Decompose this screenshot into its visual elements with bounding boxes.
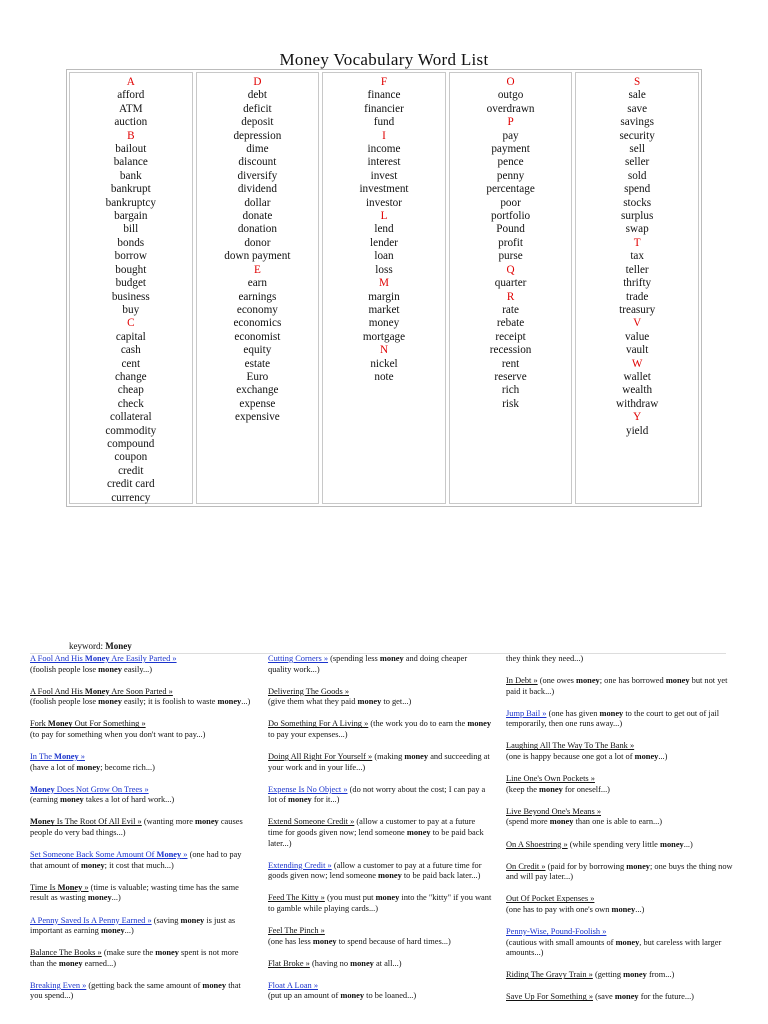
idiom-link[interactable]: Riding The Gravy Train » (506, 970, 593, 980)
idiom-entry (506, 741, 734, 762)
vocab-word: quarter (494, 277, 527, 290)
idiom-definition: (time is valuable; wasting time has the same result as wasting money...) (30, 882, 239, 903)
idiom-link[interactable]: Live Beyond One's Means » (506, 806, 602, 816)
idiom-definition: (one has given money to the court to get out of jail temporarily, then one runs away...) (506, 708, 720, 729)
vocab-word: deficit (243, 102, 272, 115)
idiom-column-3 (506, 654, 734, 1014)
idiom-link[interactable]: Extend Someone Credit » (268, 817, 355, 827)
letter-heading: R (506, 290, 515, 303)
vocab-word: value (625, 330, 650, 343)
vocab-word: portfolio (491, 210, 531, 223)
vocab-word: currency (111, 491, 151, 504)
idiom-entry (506, 676, 734, 697)
idiom-link[interactable]: Line One's Own Pockets » (506, 774, 595, 784)
idiom-link[interactable]: Do Something For A Living » (268, 719, 369, 729)
idiom-entry (268, 719, 492, 740)
vocab-word: commodity (105, 424, 157, 437)
idiom-link[interactable]: Balance The Books » (30, 948, 102, 958)
vocab-word: donor (244, 236, 271, 249)
vocab-word: collateral (109, 411, 152, 424)
vocab-word: nickel (370, 357, 398, 370)
idiom-entry (30, 817, 254, 838)
vocab-word: diversify (237, 169, 278, 182)
vocab-word: money (368, 317, 400, 330)
idiom-definition: (keep the money for oneself...) (506, 784, 610, 794)
idiom-definition: (spend more money than one is able to earn...) (506, 817, 663, 827)
idiom-definition: (spending less money and doing cheaper quality work...) (268, 654, 468, 674)
idiom-definition: (while spending very little money...) (567, 839, 693, 849)
idiom-definition: (one owes money; one has borrowed money but not yet paid it back...) (506, 676, 728, 696)
vocab-word: bailout (115, 143, 147, 156)
vocab-word: surplus (621, 210, 654, 223)
vocab-word: economics (233, 317, 282, 330)
idiom-link[interactable]: Feel The Pinch » (268, 926, 325, 936)
vocab-word: income (367, 143, 401, 156)
vocab-word: budget (115, 277, 147, 290)
vocab-word: save (627, 102, 648, 115)
idiom-link[interactable]: Fork Money Out For Something » (30, 719, 146, 729)
idiom-link[interactable]: Jump Bail » (506, 708, 547, 718)
idiom-link[interactable]: Feed The Kitty » (268, 893, 325, 903)
vocab-word: credit (118, 464, 144, 477)
vocab-word: exchange (236, 384, 279, 397)
vocab-word: penny (496, 169, 525, 182)
vocab-word: afford (117, 89, 145, 102)
vocab-column (322, 72, 446, 504)
vocab-word: bargain (114, 210, 148, 223)
vocab-word: market (368, 303, 400, 316)
vocab-word: invest (370, 169, 398, 182)
idiom-definition: (earning money takes a lot of hard work...) (30, 795, 175, 805)
vocab-word: cent (121, 357, 141, 370)
vocab-word: down payment (224, 250, 291, 263)
letter-heading: Q (506, 263, 515, 276)
vocab-word: earn (247, 277, 268, 290)
idiom-entry (506, 927, 734, 959)
idiom-definition: (have a lot of money; become rich...) (30, 762, 155, 772)
letter-heading: V (633, 317, 642, 330)
idiom-definition: (put up an amount of money to be loaned...) (268, 991, 417, 1001)
vocab-word: credit card (107, 478, 155, 491)
idiom-link[interactable]: On A Shoestring » (506, 839, 568, 849)
vocab-column (69, 72, 193, 504)
vocab-word: bankruptcy (105, 196, 156, 209)
vocab-word: lend (374, 223, 394, 236)
letter-heading: S (634, 76, 641, 88)
idiom-definition: (getting money from...) (592, 970, 675, 980)
idiom-definition: (saving money is just as important as earning money...) (30, 915, 236, 936)
vocab-word: discount (238, 156, 277, 169)
vocab-word: donation (237, 223, 277, 236)
idiom-link[interactable]: Doing All Right For Yourself » (268, 752, 373, 762)
idiom-entry (506, 807, 734, 828)
vocab-word: borrow (114, 250, 147, 263)
idiom-link[interactable]: Flat Broke » (268, 958, 310, 968)
keyword-label: keyword: (69, 641, 103, 651)
letter-heading: A (126, 76, 135, 88)
vocab-word: rich (501, 384, 520, 397)
idiom-definition: (to pay for something when you don't want to pay...) (30, 729, 206, 739)
idiom-entry (506, 992, 734, 1003)
idiom-link[interactable]: A Fool And His Money Are Soon Parted » (30, 686, 173, 696)
vocab-word: economy (236, 303, 278, 316)
vocab-word: dollar (244, 196, 271, 209)
vocab-word: percentage (486, 183, 535, 196)
idiom-link[interactable]: Laughing All The Way To The Bank » (506, 741, 635, 751)
idiom-entry (30, 916, 254, 937)
vocab-word: balance (113, 156, 148, 169)
vocab-word: interest (367, 156, 401, 169)
vocab-word: finance (367, 89, 401, 102)
vocab-word: note (374, 370, 394, 383)
idiom-definition: (give them what they paid money to get...) (268, 697, 412, 707)
idiom-entry (506, 970, 734, 981)
vocab-word: teller (625, 263, 649, 276)
vocab-word: mortgage (362, 330, 406, 343)
idiom-link[interactable]: Penny-Wise, Pound-Foolish » (506, 927, 607, 936)
vocab-word: tax (630, 250, 644, 263)
idiom-column-1 (30, 654, 254, 1014)
idiom-column-2 (268, 654, 492, 1014)
letter-heading: M (379, 277, 389, 290)
vocab-word: auction (114, 116, 148, 129)
vocab-word: sold (627, 169, 647, 182)
vocab-column (575, 72, 699, 504)
idiom-definition: (make sure the money spent is not more than the money earned...) (30, 948, 239, 968)
idiom-link[interactable]: Time Is Money » (30, 882, 89, 892)
vocab-word: cash (120, 344, 141, 357)
vocab-word: wealth (622, 384, 653, 397)
vocab-word: ATM (118, 102, 143, 115)
idiom-definition: (making money and succeeding at your work and in your life...) (268, 752, 490, 772)
idiom-definition: (allow a customer to pay at a future time for goods given now; lend someone money to be paid back later...) (268, 860, 482, 881)
vocab-word: cheap (117, 384, 144, 397)
idiom-link[interactable]: In The Money » (30, 752, 85, 762)
letter-heading: Y (633, 411, 642, 424)
idiom-link[interactable]: Set Someone Back Some Amount Of Money » (30, 850, 188, 860)
vocab-word: overdrawn (486, 102, 535, 115)
keyword-value: Money (105, 641, 132, 651)
vocab-word: recession (489, 344, 532, 357)
idiom-entry (506, 840, 734, 851)
vocab-word: loan (374, 250, 394, 263)
idiom-entry (268, 893, 492, 914)
keyword-line (69, 641, 132, 651)
vocab-word: change (114, 370, 147, 383)
idiom-entry (506, 654, 734, 665)
idiom-link[interactable]: Cutting Corners » (268, 654, 329, 663)
vocab-word: bill (123, 223, 139, 236)
vocab-word: bought (115, 263, 147, 276)
idiom-entry (30, 850, 254, 871)
vocab-word: investor (365, 196, 402, 209)
vocab-word: seller (625, 156, 650, 169)
vocab-word: wallet (623, 370, 651, 383)
letter-heading: I (382, 129, 386, 142)
vocab-word: financier (364, 102, 404, 115)
idiom-link[interactable]: Delivering The Goods » (268, 686, 350, 696)
vocab-word: spend (624, 183, 651, 196)
idiom-link[interactable]: In Debt » (506, 676, 538, 686)
idiom-entry (30, 883, 254, 904)
vocab-word: security (619, 129, 655, 142)
vocab-word: lender (370, 236, 398, 249)
letter-heading: E (253, 263, 261, 276)
vocab-column (449, 72, 573, 504)
vocab-word: reserve (494, 370, 527, 383)
idiom-entry (506, 862, 734, 883)
vocab-word: pay (502, 129, 519, 142)
vocab-word: savings (620, 116, 654, 129)
vocab-word: capital (115, 330, 146, 343)
idiom-entry (268, 981, 492, 1002)
idiom-entry (268, 785, 492, 806)
vocab-word: compound (107, 437, 155, 450)
vocab-word: receipt (495, 330, 526, 343)
vocab-word: bankrupt (110, 183, 151, 196)
idiom-definition: they think they need...) (506, 654, 584, 663)
vocab-word: pence (497, 156, 524, 169)
vocab-word: sell (629, 143, 645, 156)
vocab-word: risk (502, 397, 519, 410)
vocab-word: economist (234, 330, 281, 343)
idiom-link[interactable]: Breaking Even » (30, 980, 87, 990)
idiom-entry (268, 654, 492, 675)
vocab-word: rate (502, 303, 519, 316)
vocab-word: coupon (114, 451, 148, 464)
letter-heading: B (127, 129, 135, 142)
idiom-link[interactable]: A Fool And His Money Are Easily Parted » (30, 654, 177, 663)
vocab-word: treasury (619, 303, 656, 316)
idiom-entry (506, 894, 734, 915)
vocab-word: Euro (246, 370, 269, 383)
idiom-definition: (cautious with small amounts of money, but careless with larger amounts...) (506, 937, 722, 958)
idiom-definition: (foolish people lose money easily; it is foolish to waste money...) (30, 697, 251, 707)
vocab-word: payment (491, 143, 530, 156)
vocab-word: rebate (496, 317, 525, 330)
page-title: Money Vocabulary Word List (279, 50, 489, 69)
idiom-entry (268, 926, 492, 947)
idiom-link[interactable]: Extending Credit » (268, 860, 332, 870)
idiom-definition: (save money for the future...) (593, 992, 694, 1002)
idiom-definition: (you must put money into the "kitty" if you want to gamble while playing cards...) (268, 893, 492, 913)
vocab-word: thrifty (623, 277, 652, 290)
idiom-entry (30, 719, 254, 740)
letter-heading: P (507, 116, 514, 129)
vocab-word: purse (498, 250, 523, 263)
idiom-definition: (one had to pay that amount of money; it cost that much...) (30, 850, 242, 870)
idiom-entry (30, 981, 254, 1002)
letter-heading: O (506, 76, 515, 88)
idiom-entry (30, 654, 254, 675)
vocab-word: outgo (497, 89, 524, 102)
vocab-word: fund (373, 116, 395, 129)
idiom-link[interactable]: Expense Is No Object » (268, 784, 348, 794)
vocab-word: check (117, 397, 144, 410)
vocab-word: bank (119, 169, 142, 182)
vocab-word: investment (359, 183, 409, 196)
vocab-word: business (111, 290, 150, 303)
idiom-entry (30, 752, 254, 773)
vocab-word: estate (244, 357, 271, 370)
vocab-word: Pound (496, 223, 525, 236)
vocab-word: equity (243, 344, 272, 357)
vocab-word: earnings (238, 290, 277, 303)
letter-heading: W (631, 357, 643, 370)
vocab-word: trade (625, 290, 649, 303)
letter-heading: T (633, 236, 641, 249)
vocab-word: buy (122, 303, 140, 316)
vocab-word: dividend (237, 183, 277, 196)
idiom-entry (268, 687, 492, 708)
vocab-word: donate (242, 210, 273, 223)
idiom-link[interactable]: Float A Loan » (268, 980, 319, 990)
vocab-word: rent (501, 357, 520, 370)
idiom-definition: (the work you do to earn the money to pay your expenses...) (268, 719, 492, 739)
idiom-link[interactable]: Money Does Not Grow On Trees » (30, 784, 149, 794)
idiom-link[interactable]: Money Is The Root Of All Evil » (30, 817, 142, 827)
idiom-entry (506, 709, 734, 730)
vocab-word: expensive (235, 411, 280, 424)
vocab-word: vault (625, 344, 649, 357)
letter-heading: L (380, 210, 388, 223)
vocab-word: debt (247, 89, 268, 102)
idiom-definition: (one is happy because one got a lot of money...) (506, 752, 668, 762)
vocab-word: profit (498, 236, 523, 249)
idiom-definition: (one has less money to spend because of hard times...) (268, 936, 451, 946)
vocab-word: stocks (623, 196, 652, 209)
vocab-word: expense (239, 397, 276, 410)
vocab-word: dime (246, 143, 269, 156)
idiom-entry (268, 959, 492, 970)
idiom-entry (30, 948, 254, 969)
vocab-word: deposit (241, 116, 274, 129)
vocab-word: sale (628, 89, 646, 102)
idiom-link[interactable]: Out Of Pocket Expenses » (506, 894, 595, 904)
idiom-entry (268, 817, 492, 849)
idiom-definition: (paid for by borrowing money; one buys the thing now and will pay later...) (506, 861, 733, 882)
idiom-definition: (getting back the same amount of money that you spend...) (30, 980, 241, 1001)
idiom-link[interactable]: Save Up For Something » (506, 992, 594, 1002)
idiom-entry (268, 861, 492, 882)
idiom-entry (268, 752, 492, 773)
idiom-entry (506, 774, 734, 795)
vocab-word: depression (233, 129, 282, 142)
idiom-definition: (having no money at all...) (309, 958, 402, 968)
idiom-entry (30, 687, 254, 708)
idiom-entry (30, 785, 254, 806)
idiom-definition: (foolish people lose money easily...) (30, 664, 153, 674)
vocabulary-table (66, 69, 702, 507)
idiom-definition: (one has to pay with one's own money...) (506, 904, 645, 914)
vocab-word: swap (625, 223, 649, 236)
idiom-definition: (do not worry about the cost; I can pay a lot of money for it...) (268, 784, 486, 805)
vocab-word: yield (625, 424, 649, 437)
letter-heading: C (127, 317, 135, 330)
letter-heading: N (379, 344, 389, 357)
letter-heading: F (380, 76, 388, 88)
vocab-word: margin (368, 290, 400, 303)
idiom-link[interactable]: On Credit » (506, 861, 546, 871)
idiom-definition: (wanting more money causes people do very bad things...) (30, 817, 243, 838)
vocab-word: loss (375, 263, 393, 276)
vocab-word: poor (500, 196, 521, 209)
letter-heading: D (253, 76, 262, 88)
vocab-column (196, 72, 320, 504)
idiom-link[interactable]: A Penny Saved Is A Penny Earned » (30, 915, 152, 925)
vocab-word: bonds (117, 236, 145, 249)
idiom-definition: (allow a customer to pay at a future time for goods given now; lend someone money to be paid back later...) (268, 817, 484, 848)
vocab-word: withdraw (616, 397, 659, 410)
